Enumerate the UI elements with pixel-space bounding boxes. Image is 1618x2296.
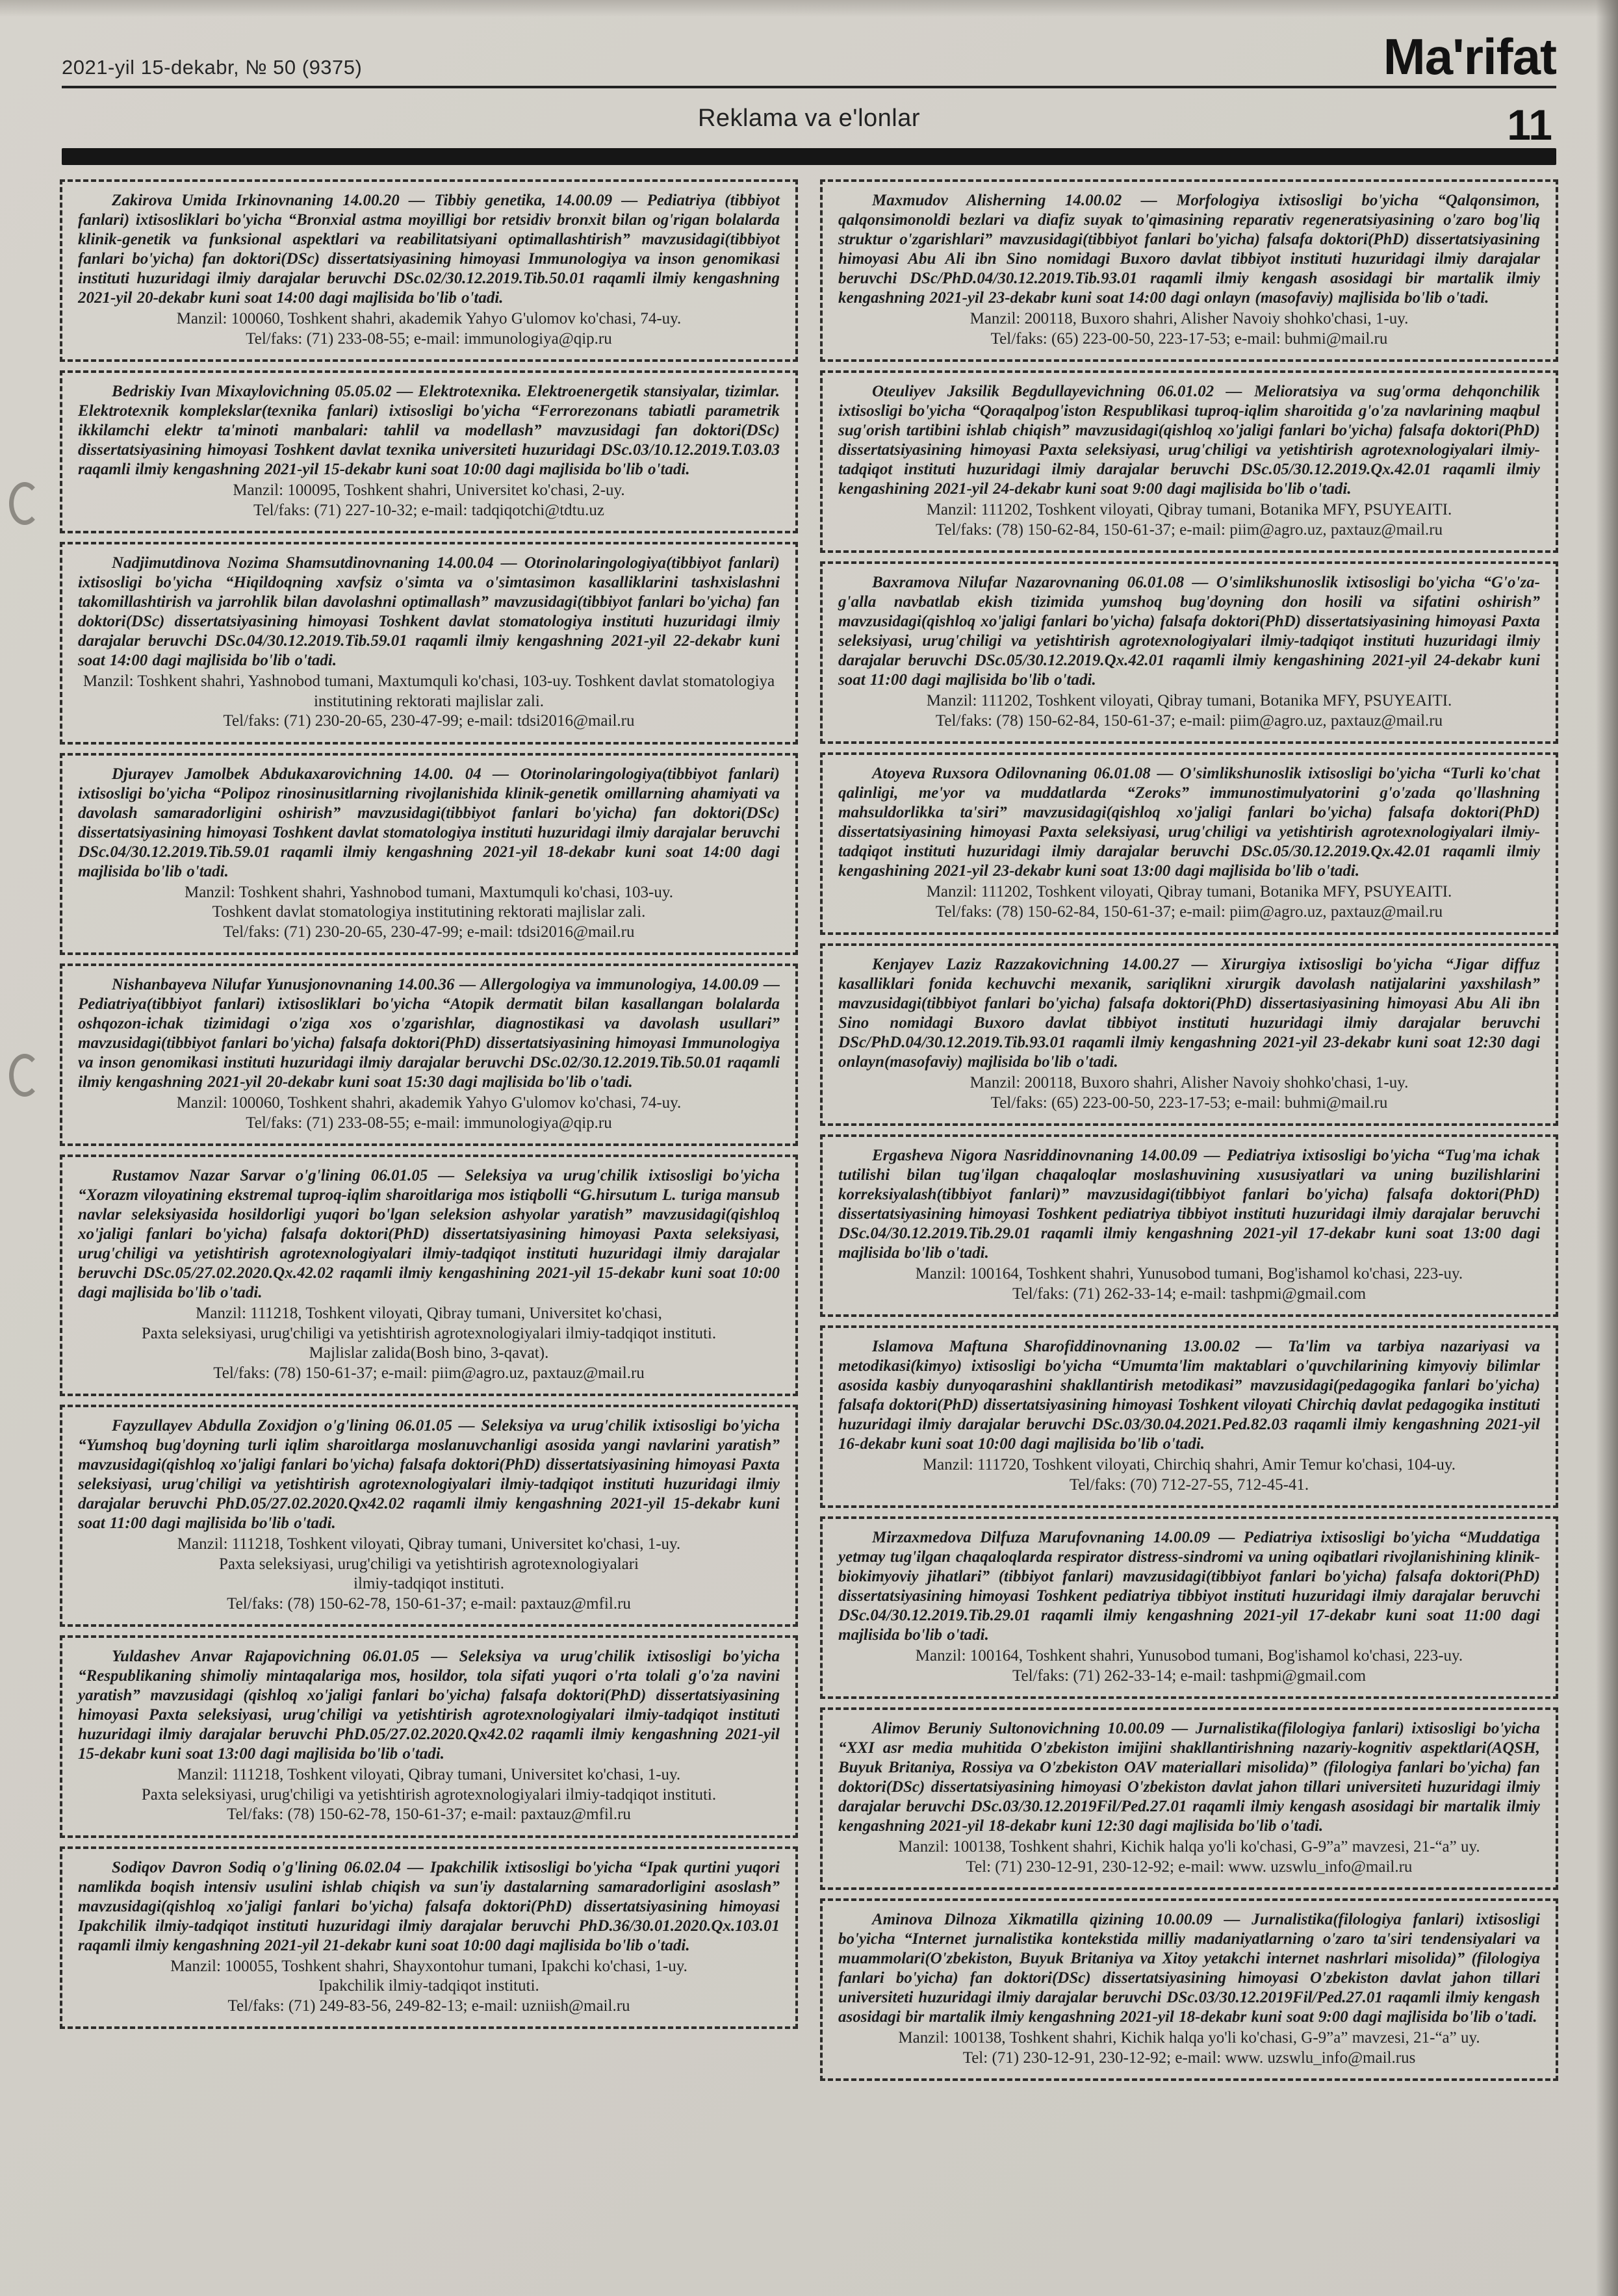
announcement-address-line: Manzil: 200118, Buxoro shahri, Alisher Navoiy shohko'chasi, 1-uy.: [970, 1074, 1409, 1092]
section-title: Reklama va e'lonlar: [697, 104, 921, 132]
announcement-address: [78, 883, 780, 943]
announcement: [820, 1325, 1558, 1508]
announcement-address-line: Toshkent davlat stomatologiya institutining rektorati majlislar zali.: [212, 903, 646, 921]
announcement-address-line: Tel/faks: (71) 230-20-65, 230-47-99; e-mail: tdsi2016@mail.ru: [223, 712, 635, 730]
announcement-address-line: Tel/faks: (71) 262-33-14; e-mail: tashpmi@gmail.com: [1012, 1666, 1367, 1685]
announcement-address: [838, 882, 1540, 922]
announcement-address-line: Tel/faks: (70) 712-27-55, 712-45-41.: [1069, 1475, 1309, 1494]
announcement: [820, 561, 1558, 744]
announcement-body: Nishanbayeva Nilufar Yunusjonovnaning 14.00.36 — Allergologiya va immunologiya, 14.00.09 — Pediatriya(tibbiyot fanlari) ixtisosliklari bo'yicha “Atopik dermatit bilan kasallangan bolalarda oshqozon-ichak tizimidagi o'ziga xos o'zgarishlar, diagnostikasi va davolash usullari” mavzusidagi(tibbiyot fanlari bo'yicha) falsafa doktori(PhD) dissertatsiyasining himoyasi Immunologiya va inson genomikasi instituti huzuridagi ilmiy darajalar beruvchi DSc.02/30.12.2019.Tib.50.01 raqamli ilmiy kengashning 2021-yil 20-dekabr kuni soat 15:30 dagi majlisida bo'lib o'tadi.: [78, 976, 780, 1091]
announcement-body: Rustamov Nazar Sarvar o'g'lining 06.01.05 — Seleksiya va urug'chilik ixtisosligi bo'yicha “Xorazm viloyatining ekstremal tuproq-iqlim sharoitlariga mos istiqbolli “G.hirsutum L. turiga mansub navlar seleksiyasida hosildorligi yuqori bo'lgan seleksion ashyolar yaratish” mavzusidagi(qishloq xo'jaligi fanlari bo'yicha) falsafa doktori(PhD) dissertatsiyasining himoyasi Paxta seleksiyasi, urug'chiligi va yetishtirish agrotexnologiyalari ilmiy-tadqiqot instituti huzuridagi ilmiy darajalar beruvchi DSc.05/27.02.2020.Qx.42.02 raqamli ilmiy kengashining 2021-yil 15-dekabr kuni soat 10:00 dagi majlisida bo'lib o'tadi.: [78, 1167, 780, 1302]
announcement-address-line: Tel/faks: (71) 233-08-55; e-mail: immunologiya@qip.ru: [246, 1114, 612, 1132]
announcement-body: Aminova Dilnoza Xikmatilla qizining 10.00.09 — Jurnalistika(filologiya fanlari) ixtisosligi bo'yicha “Internet jurnalistika kontekstida milliy madaniyatlarning o'zaro ta'siri tendensiyalari va muammolari(O'zbekiston, Buyuk Britaniya va Xitoy yetakchi internet nashrlari misolida)” (filologiya fanlari bo'yicha) fan doktori(DSc) dissertatsiyasining himoyasi O'zbekiston davlat jahon tillari universiteti huzuridagi ilmiy darajalar beruvchi DSc.03/30.12.2019Fil/Ped.27.01 raqamli ilmiy kengash asosidagi bir martalik ilmiy kengashning 2021-yil 18-dekabr kuni soat 9:00 dagi majlisida bo'lib o'tadi.: [838, 1911, 1540, 2026]
announcement-body: Alimov Beruniy Sultonovichning 10.00.09 — Jurnalistika(filologiya fanlari) ixtisosligi bo'yicha “XXI asr media muhitida O'zbekiston imijini shakllantirishning nazariy-kognitiv aspektlari(AQSH, Buyuk Britaniya, Rossiya va O'zbekiston OAV materiallari misolida)” (filologiya fanlari bo'yicha) fan doktori(DSc) dissertatsiyasining himoyasi O'zbekiston davlat jahon tillari universiteti huzuridagi ilmiy darajalar beruvchi DSc.03/30.12.2019Fil/Ped.27.01 raqamli ilmiy kengash asosidagi bir martalik ilmiy kengashning 2021-yil 18-dekabr kuni 12:30 dagi majlisida bo'lib o'tadi.: [838, 1720, 1540, 1835]
announcement-address-line: Tel/faks: (71) 262-33-14; e-mail: tashpmi@gmail.com: [1012, 1284, 1367, 1303]
announcement-address-line: Manzil: 111218, Toshkent viloyati, Qibray tumani, Universitet ko'chasi,: [196, 1305, 662, 1323]
announcement-address-line: Tel/faks: (78) 150-62-78, 150-61-37; e-mail: paxtauz@mfil.ru: [227, 1594, 631, 1613]
announcement-body: Oteuliyev Jaksilik Begdullayevichning 06.01.02 — Melioratsiya va sug'orma dehqonchilik ixtisosligi bo'yicha “Qoraqalpog'iston Respublikasi tuproq-iqlim sharoitida g'o'za navlarining maqbul sug'orish tartibini ishlab chiqish” mavzusidagi(qishloq xo'jaligi fanlari bo'yicha) falsafa doktori(PhD) dissertatsiyasining himoyasi Paxta seleksiyasi, urug'chiligi va yetishtirish agrotexnologiyalari ilmiy-tadqiqot instituti huzuridagi ilmiy darajalar beruvchi DSc.05/30.12.2019.Qx.42.01 raqamli ilmiy kengashining 2021-yil 24-dekabr kuni soat 9:00 dagi majlisida bo'lib o'tadi.: [838, 383, 1540, 498]
announcement-address-line: Tel/faks: (78) 150-61-37; e-mail: piim@agro.uz, paxtauz@mail.ru: [213, 1364, 645, 1382]
announcement-body: Yuldashev Anvar Rajapovichning 06.01.05 — Seleksiya va urug'chilik ixtisosligi bo'yicha “Respublikaning shimoliy mintaqalariga mos, hosildor, tola sifati yuqori o'rta tolali g'o'za navini yaratish” mavzusidagi (qishloq xo'jaligi fanlari bo'yicha) falsafa doktori(PhD) dissertatsiyasining himoyasi Paxta seleksiyasi, urug'chiligi va yetishtirish agrotexnologiyalari ilmiy-tadqiqot instituti huzuridagi ilmiy darajalar beruvchi PhD.05/27.02.2020.Qx42.02 raqamli ilmiy kengashning 2021-yil 15-dekabr kuni soat 13:00 dagi majlisida bo'lib o'tadi.: [78, 1648, 780, 1763]
announcement-body: Atoyeva Ruxsora Odilovnaning 06.01.08 — O'simlikshunoslik ixtisosligi bo'yicha “Turli ko'chat qalinligi, me'yor va muddatlarda “Zeroks” immunostimulyatorini g'o'zada qo'llashning mahsuldorlikka ta'siri” mavzusidagi(qishloq xo'jaligi fanlari bo'yicha) falsafa doktori(PhD) dissertatsiyasining himoyasi Paxta seleksiyasi, urug'chiligi va yetishtirish agrotexnologiyalari ilmiy-tadqiqot instituti huzuridagi ilmiy darajalar beruvchi DSc.05/30.12.2019.Qx.42.01 raqamli ilmiy kengashining 2021-yil 23-dekabr kuni soat 13:00 dagi majlisida bo'lib o'tadi.: [838, 765, 1540, 880]
announcement-body: Djurayev Jamolbek Abdukaxarovichning 14.00. 04 — Otorinolaringologiya(tibbiyot fanlari) ixtisosligi bo'yicha “Polipoz rinosinusitlarning rivojlanishida klinik-genetik omillarning ahamiyati va davolash samaradorligini oshirish” mavzusidagi(tibbiyot fanlari bo'yicha) fan doktori(DSc) dissertatsiyasining himoyasi Toshkent davlat stomatologiya instituti huzuridagi ilmiy darajalar beruvchi DSc.04/30.12.2019.Tib.59.01 raqamli ilmiy kengashning 2021-yil 18-dekabr kuni soat 14:00 dagi majlisida bo'lib o'tadi.: [78, 765, 780, 880]
announcement-address: [838, 2028, 1540, 2068]
announcement-address: [838, 500, 1540, 540]
announcement-address-line: Tel/faks: (71) 230-20-65, 230-47-99; e-mail: tdsi2016@mail.ru: [223, 923, 635, 941]
announcement-body: Kenjayev Laziz Razzakovichning 14.00.27 — Xirurgiya ixtisosligi bo'yicha “Jigar diffuz kasalliklari fonida kechuvchi mexanik, sariqlikni xirurgik davolash natijalarini yaxshilash” mavzusidagi(tibbiyot fanlari bo'yicha) falsafa doktori(PhD) dissertasiyasining himoyasi Abu Ali ibn Sino nomidagi Buxoro davlat tibbiyot instituti huzuridagi ilmiy darajalar beruvchi DSc/PhD.04/30.12.2019.Tib.93.01 raqamli ilmiy kengashning 2021-yil 23-dekabr kuni soat 12:30 dagi onlayn(masofaviy) majlisida bo'lib o'tadi.: [838, 956, 1540, 1071]
page-header: [0, 0, 1618, 165]
announcement: [60, 179, 798, 362]
announcement: [820, 1134, 1558, 1317]
announcement-address-line: Tel/faks: (78) 150-62-78, 150-61-37; e-mail: paxtauz@mfil.ru: [227, 1805, 631, 1824]
announcement-address: [838, 1646, 1540, 1686]
masthead-logo: Ma'rifat: [1383, 28, 1556, 85]
issue-info: 2021-yil 15-dekabr, № 50 (9375): [62, 56, 363, 79]
announcement-address: [838, 1073, 1540, 1113]
announcement: [60, 963, 798, 1146]
announcement-address: [838, 309, 1540, 349]
announcement-address: [838, 1455, 1540, 1495]
announcement: [60, 753, 798, 956]
announcement-address: [78, 1093, 780, 1133]
announcement: [60, 1154, 798, 1396]
announcement: [820, 370, 1558, 553]
announcement-address-line: Manzil: 111720, Toshkent viloyati, Chirchiq shahri, Amir Temur ko'chasi, 104-uy.: [922, 1456, 1456, 1474]
announcement-address-line: Manzil: 111202, Toshkent viloyati, Qibray tumani, Botanika MFY, PSUYEAITI.: [926, 692, 1452, 710]
announcement-address-line: Manzil: 100164, Toshkent shahri, Yunusobod tumani, Bog'ishamol ko'chasi, 223-uy.: [915, 1647, 1463, 1665]
announcement-address: [838, 691, 1540, 731]
announcement-address-line: Manzil: 100138, Toshkent shahri, Kichik halqa yo'li ko'chasi, G-9”a” mavzesi, 21-“a” uy.: [898, 1838, 1480, 1856]
announcement-address-line: Manzil: 111218, Toshkent viloyati, Qibray tumani, Universitet ko'chasi, 1-uy.: [177, 1535, 681, 1553]
announcement-body: Islamova Maftuna Sharofiddinovnaning 13.00.02 — Ta'lim va tarbiya nazariyasi va metodikasi(kimyo) ixtisosligi bo'yicha “Umumta'lim maktablari o'quvchilarining kimyoviy bilimlar asosida kasbiy dunyoqarashini shakllantirish metodikasi” mavzusidagi(pedagogika fanlari bo'yicha) falsafa doktori(PhD) dissertatsiyasining himoyasi Toshkent viloyati Chirchiq davlat pedagogika instituti huzuridagi ilmiy darajalar beruvchi DSc.03/30.04.2021.Ped.82.03 raqamli ilmiy kengashning 2021-yil 16-dekabr kuni soat 10:00 dagi majlisida bo'lib o'tadi.: [838, 1338, 1540, 1453]
announcement-address: [838, 1837, 1540, 1877]
announcement-body: Mirzaxmedova Dilfuza Marufovnaning 14.00.09 — Pediatriya ixtisosligi bo'yicha “Muddatiga yetmay tug'ilgan chaqaloqlarda respirator distress-sindromi va uning oqibatlari rivojlanishining klinik-biokimyoviy jihatlari” (tibbiyot fanlari) mavzusidagi(tibbiyot fanlari bo'yicha) falsafa doktori(PhD) dissertatsiyasining himoyasi Toshkent pediatriya tibbiyot instituti huzuridagi ilmiy darajalar beruvchi DSc.04/30.12.2019.Tib.29.01 raqamli ilmiy kengashning 2021-yil 17-dekabr kuni soat 11:00 dagi majlisida bo'lib o'tadi.: [838, 1529, 1540, 1644]
announcement-address: [838, 1264, 1540, 1304]
announcement-address-line: Manzil: 100055, Toshkent shahri, Shayxontohur tumani, Ipakchi ko'chasi, 1-uy.: [170, 1957, 687, 1975]
announcement: [60, 370, 798, 533]
announcement-address-line: Ipakchilik ilmiy-tadqiqot instituti.: [318, 1977, 539, 1995]
announcement: [60, 1635, 798, 1838]
announcement-address-line: Manzil: 100164, Toshkent shahri, Yunusobod tumani, Bog'ishamol ko'chasi, 223-uy.: [915, 1265, 1463, 1283]
announcement-address-line: Tel/faks: (78) 150-62-84, 150-61-37; e-mail: piim@agro.uz, paxtauz@mail.ru: [935, 902, 1443, 921]
page-number: 11: [1507, 101, 1552, 149]
announcement-address-line: Manzil: 111218, Toshkent viloyati, Qibray tumani, Universitet ko'chasi, 1-uy.: [177, 1766, 681, 1784]
announcement-address-line: Manzil: 100095, Toshkent shahri, Universitet ko'chasi, 2-uy.: [233, 481, 625, 500]
announcement-address-line: Tel/faks: (78) 150-62-84, 150-61-37; e-mail: piim@agro.uz, paxtauz@mail.ru: [935, 711, 1443, 730]
announcement-address-line: Tel/faks: (71) 233-08-55; e-mail: immunologiya@qip.ru: [246, 329, 612, 348]
announcement-address-line: Manzil: Toshkent shahri, Yashnobod tumani, Maxtumquli ko'chasi, 103-uy. Toshkent davlat stomatologiya institutining rektorati majlislar zali.: [83, 672, 775, 710]
announcement-address-line: Tel: (71) 230-12-91, 230-12-92; e-mail: www. uzswlu_info@mail.ru: [966, 1857, 1413, 1876]
announcement: [820, 179, 1558, 362]
right-column: [820, 179, 1558, 2089]
announcement-address-line: Paxta seleksiyasi, urug'chiligi va yetishtirish agrotexnologiyalari ilmiy-tadqiqot instituti.: [141, 1785, 717, 1804]
announcement-address-line: ilmiy-tadqiqot instituti.: [353, 1575, 504, 1593]
section-row: [62, 88, 1556, 148]
announcement-address-line: Tel: (71) 230-12-91, 230-12-92; e-mail: www. uzswlu_info@mail.rus: [962, 2048, 1416, 2067]
binder-hole-artifact: [9, 1054, 40, 1097]
announcement-body: Zakirova Umida Irkinovnaning 14.00.20 — Tibbiy genetika, 14.00.09 — Pediatriya (tibbiyot fanlari) ixtisosliklari bo'yicha “Bronxial astma moyilligi bor retsidiv bronxit bilan og'rigan bolalarda klinik-genetik va funksional aspektlari va reabilitatsiyani optimallashtirish” mavzusidagi(tibbiyot fanlari bo'yicha) fan doktori(DSc) dissertatsiyasining himoyasi Immunologiya va inson genomikasi instituti huzuridagi ilmiy darajalar beruvchi DSc.02/30.12.2019.Tib.50.01 raqamli ilmiy kengashning 2021-yil 20-dekabr kuni soat 14:00 dagi majlisida bo'lib o'tadi.: [78, 192, 780, 307]
announcement: [820, 1707, 1558, 1890]
announcement: [820, 943, 1558, 1126]
announcement-columns: [0, 165, 1618, 2089]
announcement-address-line: Paxta seleksiyasi, urug'chiligi va yetishtirish agrotexnologiyalari ilmiy-tadqiqot instituti.: [141, 1324, 717, 1342]
announcement-body: Maxmudov Alisherning 14.00.02 — Morfologiya ixtisosligi bo'yicha “Qalqonsimon, qalqonsimonoldi bezlari va diafiz suyak to'qimasining reparativ regeneratsiyasining o'zaro bog'liq struktur o'zgarishlari” mavzusidagi(tibbiyot fanlari bo'yicha) falsafa doktori(PhD) dissertatsiyasining himoyasi Abu Ali ibn Sino nomidagi Buxoro davlat tibbiyot instituti huzuridagi ilmiy darajalar beruvchi DSc/PhD.04/30.12.2019.Tib.93.01 raqamli ilmiy kengash asosidagi bir martalik ilmiy kengashning 2021-yil 23-dekabr kuni soat 14:00 dagi onlayn (masofaviy) majlisida bo'lib o'tadi.: [838, 192, 1540, 307]
announcement-address-line: Tel/faks: (65) 223-00-50, 223-17-53; e-mail: buhmi@mail.ru: [990, 1093, 1388, 1112]
left-column: [60, 179, 798, 2089]
announcement-body: Nadjimutdinova Nozima Shamsutdinovnaning 14.00.04 — Otorinolaringologiya(tibbiyot fanlari) ixtisosligi bo'yicha “Hiqildoqning xavfsiz o'simta va o'simtasimon kasalliklarini tashxislashni takomillashtirish va jarrohlik bilan davolashni optimallash” mavzusidagi(tibbiyot fanlari bo'yicha) fan doktori(DSc) dissertatsiyasining himoyasi Toshkent davlat stomatologiya instituti huzuridagi ilmiy darajalar beruvchi DSc.04/30.12.2019.Tib.59.01 raqamli ilmiy kengashning 2021-yil 22-dekabr kuni soat 14:00 dagi majlisida bo'lib o'tadi.: [78, 554, 780, 670]
announcement-address-line: Tel/faks: (71) 249-83-56, 249-82-13; e-mail: uzniish@mail.ru: [227, 1996, 630, 2015]
announcement-body: Fayzullayev Abdulla Zoxidjon o'g'lining 06.01.05 — Seleksiya va urug'chilik ixtisosligi bo'yicha “Yumshoq bug'doyning turli iqlim sharoitlarga moslanuvchanligi asosida yangi navlarini yaratish” mavzusidagi(qishloq xo'jaligi fanlari bo'yicha) falsafa doktori(PhD) dissertatsiyasining himoyasi Paxta seleksiyasi, urug'chiligi va yetishtirish agrotexnologiyalari ilmiy-tadqiqot instituti huzuridagi ilmiy darajalar beruvchi PhD.05/27.02.2020.Qx42.02 raqamli ilmiy kengashning 2021-yil 15-dekabr kuni soat 11:00 dagi majlisida bo'lib o'tadi.: [78, 1417, 780, 1533]
announcement-address-line: Manzil: 111202, Toshkent viloyati, Qibray tumani, Botanika MFY, PSUYEAITI.: [926, 883, 1452, 901]
announcement-address: [78, 481, 780, 520]
announcement-body: Baxramova Nilufar Nazarovnaning 06.01.08 — O'simlikshunoslik ixtisosligi bo'yicha “G'o'za-g'alla navbatlab ekish tizimida yumshoq bug'doyning don hosili va sifatini oshirish” mavzusidagi(qishloq xo'jaligi fanlari bo'yicha) falsafa doktori(PhD) dissertatsiyasining himoyasi Paxta seleksiyasi, urug'chiligi va yetishtirish agrotexnologiyalari ilmiy-tadqiqot instituti huzuridagi ilmiy darajalar beruvchi DSc.05/30.12.2019.Qx.42.01 raqamli ilmiy kengashining 2021-yil 24-dekabr kuni soat 11:00 dagi majlisida bo'lib o'tadi.: [838, 574, 1540, 689]
announcement-address: [78, 1765, 780, 1825]
divider-bar: [62, 148, 1556, 165]
announcement-address: [78, 1957, 780, 2017]
announcement: [820, 1516, 1558, 1699]
announcement: [60, 542, 798, 745]
announcement-address: [78, 1535, 780, 1614]
announcement-address-line: Paxta seleksiyasi, urug'chiligi va yetishtirish agrotexnologiyalari: [218, 1555, 639, 1573]
binder-hole-artifact: [9, 482, 40, 525]
announcement-body: Bedriskiy Ivan Mixaylovichning 05.05.02 — Elektrotexnika. Elektroenergetik stansiyalar, tizimlar. Elektrotexnik komplekslar(texnika fanlari) ixtisosligi bo'yicha “Ferrorezonans tabiatli parametrik ikkilamchi elektr ta'minoti manbalari: tahlil va modellash” mavzusidagi fan doktori(DSc) dissertatsiyasining himoyasi Toshkent davlat texnika universiteti huzuridagi DSc.03/10.12.2019.T.03.03 raqamli ilmiy kengashning 2021-yil 15-dekabr kuni soat 10:00 dagi majlisida bo'lib o'tadi.: [78, 383, 780, 479]
masthead-row: [62, 28, 1556, 86]
announcement-address-line: Manzil: 200118, Buxoro shahri, Alisher Navoiy shohko'chasi, 1-uy.: [970, 310, 1409, 328]
announcement-address-line: Tel/faks: (65) 223-00-50, 223-17-53; e-mail: buhmi@mail.ru: [990, 329, 1388, 348]
announcement-body: Ergasheva Nigora Nasriddinovnaning 14.00.09 — Pediatriya ixtisosligi bo'yicha “Tug'ma ichak tutilishi bilan tug'ilgan chaqaloqlar moslashuvining xususiyatlari va uning buzilishlarini korreksiyalash(tibbiyot fanlari)” mavzusidagi(tibbiyot fanlari bo'yicha) falsafa doktori(PhD) dissertatsiyasining himoyasi Toshkent pediatriya tibbiyot instituti huzuridagi ilmiy darajalar beruvchi DSc.04/30.12.2019.Tib.29.01 raqamli ilmiy kengashning 2021-yil 17-dekabr kuni soat 13:00 dagi majlisida bo'lib o'tadi.: [838, 1147, 1540, 1262]
announcement-address-line: Manzil: 100138, Toshkent shahri, Kichik halqa yo'li ko'chasi, G-9”a” mavzesi, 21-“a” uy.: [898, 2029, 1480, 2047]
announcement-address: [78, 672, 780, 732]
announcement-address-line: Manzil: 100060, Toshkent shahri, akademik Yahyo G'ulomov ko'chasi, 74-uy.: [176, 1094, 682, 1112]
announcement-address-line: Majlislar zalida(Bosh bino, 3-qavat).: [309, 1344, 549, 1362]
announcement-address-line: Tel/faks: (71) 227-10-32; e-mail: tadqiqotchi@tdtu.uz: [253, 501, 604, 519]
announcement-address: [78, 309, 780, 349]
announcement: [60, 1405, 798, 1627]
announcement-address: [78, 1304, 780, 1383]
announcement-address-line: Tel/faks: (78) 150-62-84, 150-61-37; e-mail: piim@agro.uz, paxtauz@mail.ru: [935, 520, 1443, 539]
announcement: [820, 1898, 1558, 2081]
announcement-address-line: Manzil: 100060, Toshkent shahri, akademik Yahyo G'ulomov ko'chasi, 74-uy.: [176, 310, 682, 328]
announcement: [820, 752, 1558, 935]
announcement-address-line: Manzil: Toshkent shahri, Yashnobod tumani, Maxtumquli ko'chasi, 103-uy.: [184, 883, 673, 901]
announcement-address-line: Manzil: 111202, Toshkent viloyati, Qibray tumani, Botanika MFY, PSUYEAITI.: [926, 501, 1452, 519]
announcement: [60, 1846, 798, 2030]
announcement-body: Sodiqov Davron Sodiq o'g'lining 06.02.04 — Ipakchilik ixtisosligi bo'yicha “Ipak qurtini yuqori namlikda boqish intensiv usulini ishlab chiqish va sun'iy dastalarning samaradorligini asoslash” mavzusidagi(qishloq xo'jaligi fanlari bo'yicha) falsafa doktori(PhD) dissertatsiyasining himoyasi Ipakchilik ilmiy-tadqiqot instituti huzuridagi ilmiy darajalar beruvchi PhD.36/30.01.2020.Qx.103.01 raqamli ilmiy kengashning 2021-yil 21-dekabr kuni soat 10:00 dagi majlisida bo'lib o'tadi.: [78, 1858, 780, 1954]
